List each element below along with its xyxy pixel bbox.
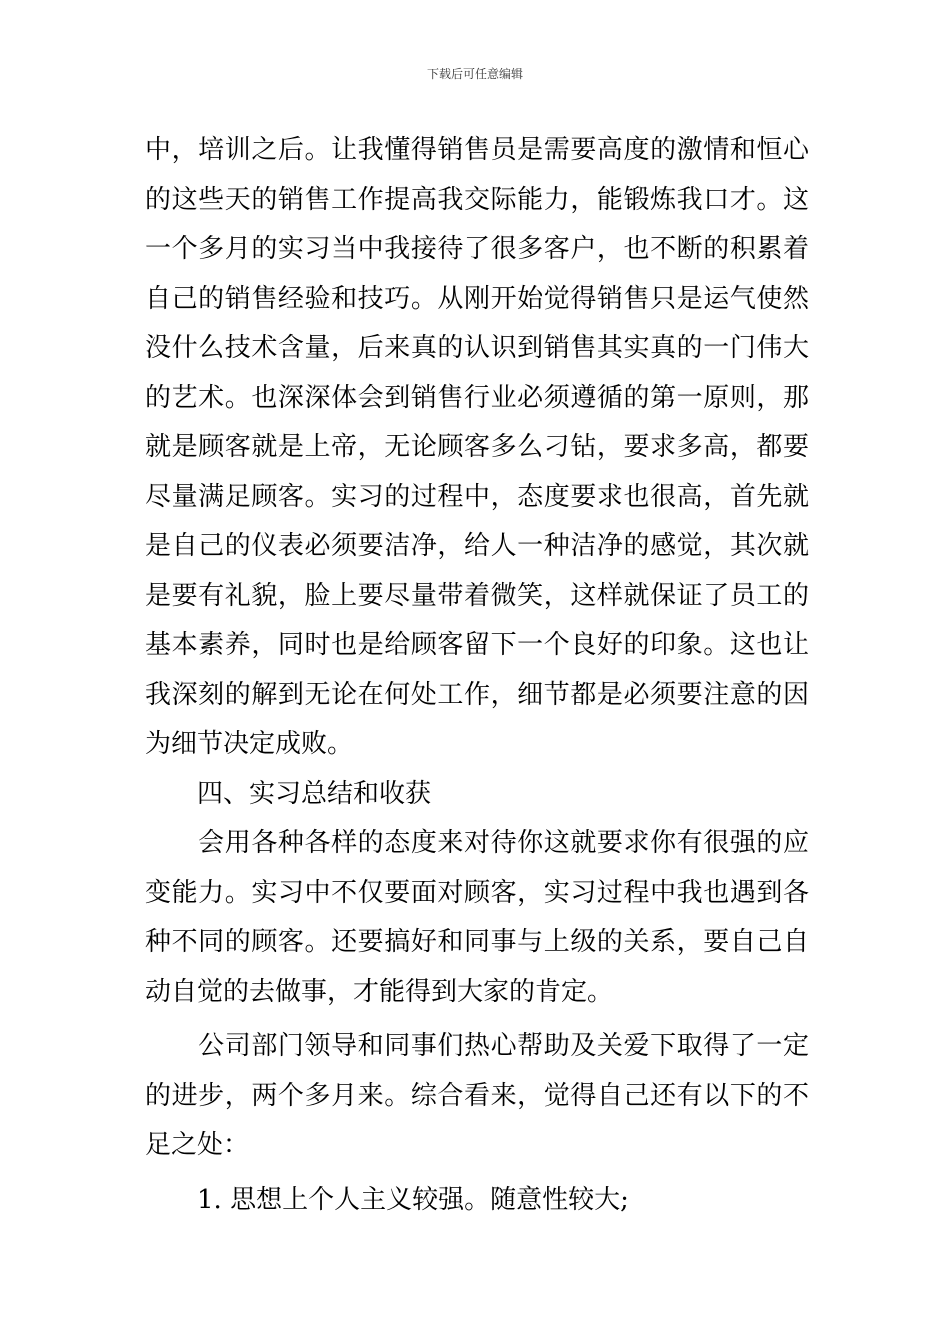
- paragraph-line: 尽量满足顾客。实习的过程中，态度要求也很高，首先就: [145, 481, 809, 512]
- paragraph-line: 没什么技术含量，后来真的认识到销售其实真的一门伟大: [145, 333, 809, 363]
- paragraph-line: 的进步，两个多月来。综合看来，觉得自己还有以下的不: [145, 1080, 809, 1111]
- paragraph-line: 中，培训之后。让我懂得销售员是需要高度的激情和恒心: [145, 135, 809, 165]
- paragraph-line: 自己的销售经验和技巧。从刚开始觉得销售只是运气使然: [145, 283, 809, 314]
- paragraph-line: 为细节决定成败。: [145, 729, 354, 759]
- paragraph-line: 会用各种各样的态度来对待你这就要求你有很强的应: [145, 828, 809, 858]
- paragraph-line: 我深刻的解到无论在何处工作，细节都是必须要注意的因: [145, 679, 809, 710]
- paragraph-line: 基本素养，同时也是给顾客留下一个良好的印象。这也让: [145, 630, 809, 660]
- list-item: 1. 思想上个人主义较强。随意性较大;: [145, 1184, 629, 1215]
- paragraph-line: 的这些天的销售工作提高我交际能力，能锻炼我口才。这: [145, 184, 809, 215]
- paragraph-line: 是要有礼貌，脸上要尽量带着微笑，这样就保证了员工的: [145, 580, 809, 611]
- paragraph-line: 变能力。实习中不仅要面对顾客，实习过程中我也遇到各: [145, 877, 809, 908]
- paragraph-line: 公司部门领导和同事们热心帮助及关爱下取得了一定: [145, 1031, 809, 1061]
- paragraph-line: 就是顾客就是上帝，无论顾客多么刁钻，要求多高，都要: [145, 432, 809, 462]
- paragraph-line: 动自觉的去做事，才能得到大家的肯定。: [145, 976, 614, 1007]
- paragraph-line: 是自己的仪表必须要洁净，给人一种洁净的感觉，其次就: [145, 531, 809, 561]
- paragraph-line: 一个多月的实习当中我接待了很多客户，也不断的积累着: [145, 234, 809, 264]
- page-header: 下载后可任意编辑: [426, 67, 523, 81]
- paragraph-line: 种不同的顾客。还要搞好和同事与上级的关系，要自己自: [145, 927, 809, 957]
- body-text: [145, 126, 809, 1225]
- section-heading: 四、实习总结和收获: [145, 778, 432, 809]
- paragraph-line: 的艺术。也深深体会到销售行业必须遵循的第一原则，那: [145, 382, 809, 413]
- paragraph-line: 足之处：: [145, 1130, 250, 1160]
